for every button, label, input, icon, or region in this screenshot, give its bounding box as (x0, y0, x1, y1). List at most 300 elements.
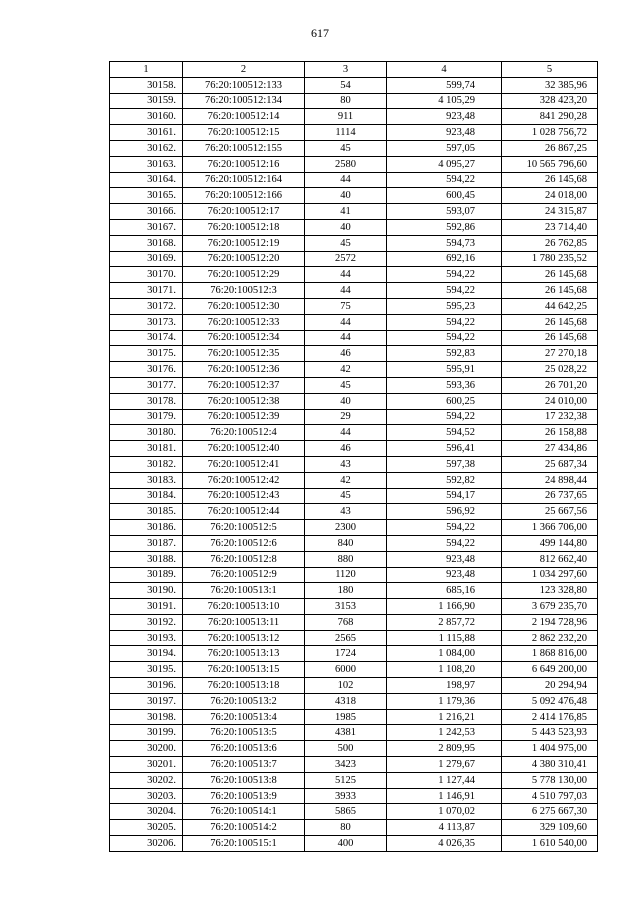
area-cell: 75 (305, 298, 387, 314)
table-row (110, 614, 598, 630)
row-number-cell: 30198. (110, 709, 183, 725)
row-number-cell: 30187. (110, 535, 183, 551)
area-cell: 45 (305, 140, 387, 156)
area-cell: 1114 (305, 125, 387, 141)
rate-cell: 600,45 (387, 188, 502, 204)
area-cell: 42 (305, 362, 387, 378)
cadastral-number-cell: 76:20:100513:9 (183, 788, 305, 804)
cadastral-number-cell: 76:20:100513:12 (183, 630, 305, 646)
cadastral-number-cell: 76:20:100512:17 (183, 204, 305, 220)
table-row (110, 93, 598, 109)
area-cell: 840 (305, 535, 387, 551)
table-row (110, 804, 598, 820)
value-cell: 1 868 816,00 (502, 646, 598, 662)
area-cell: 911 (305, 109, 387, 125)
value-cell: 6 275 667,30 (502, 804, 598, 820)
cadastral-number-cell: 76:20:100513:1 (183, 583, 305, 599)
area-cell: 400 (305, 836, 387, 852)
table-row (110, 156, 598, 172)
table-row (110, 125, 598, 141)
area-cell: 45 (305, 235, 387, 251)
cadastral-number-cell: 76:20:100512:39 (183, 409, 305, 425)
value-cell: 5 092 476,48 (502, 693, 598, 709)
rate-cell: 923,48 (387, 567, 502, 583)
cadastral-number-cell: 76:20:100512:9 (183, 567, 305, 583)
row-number-cell: 30192. (110, 614, 183, 630)
cadastral-number-cell: 76:20:100513:15 (183, 662, 305, 678)
value-cell: 1 366 706,00 (502, 520, 598, 536)
value-cell: 25 028,22 (502, 362, 598, 378)
table-row (110, 488, 598, 504)
rate-cell: 594,22 (387, 267, 502, 283)
table-row (110, 441, 598, 457)
row-number-cell: 30204. (110, 804, 183, 820)
rate-cell: 1 127,44 (387, 772, 502, 788)
row-number-cell: 30177. (110, 377, 183, 393)
area-cell: 5125 (305, 772, 387, 788)
rate-cell: 1 146,91 (387, 788, 502, 804)
rate-cell: 1 279,67 (387, 757, 502, 773)
table-row (110, 235, 598, 251)
rate-cell: 595,91 (387, 362, 502, 378)
rate-cell: 594,22 (387, 535, 502, 551)
rate-cell: 592,83 (387, 346, 502, 362)
table-row (110, 346, 598, 362)
row-number-cell: 30188. (110, 551, 183, 567)
area-cell: 5865 (305, 804, 387, 820)
row-number-cell: 30175. (110, 346, 183, 362)
cadastral-number-cell: 76:20:100512:164 (183, 172, 305, 188)
rate-cell: 600,25 (387, 393, 502, 409)
row-number-cell: 30169. (110, 251, 183, 267)
cadastral-number-cell: 76:20:100513:11 (183, 614, 305, 630)
value-cell: 812 662,40 (502, 551, 598, 567)
cadastral-number-cell: 76:20:100512:40 (183, 441, 305, 457)
cadastral-number-cell: 76:20:100512:5 (183, 520, 305, 536)
cadastral-number-cell: 76:20:100512:166 (183, 188, 305, 204)
column-header: 1 (110, 62, 183, 78)
cadastral-number-cell: 76:20:100513:10 (183, 599, 305, 615)
table-row (110, 599, 598, 615)
value-cell: 20 294,94 (502, 678, 598, 694)
row-number-cell: 30174. (110, 330, 183, 346)
rate-cell: 596,41 (387, 441, 502, 457)
row-number-cell: 30206. (110, 836, 183, 852)
area-cell: 180 (305, 583, 387, 599)
table-row (110, 646, 598, 662)
value-cell: 2 194 728,96 (502, 614, 598, 630)
area-cell: 2580 (305, 156, 387, 172)
value-cell: 25 667,56 (502, 504, 598, 520)
value-cell: 27 434,86 (502, 441, 598, 457)
table-row (110, 314, 598, 330)
area-cell: 44 (305, 283, 387, 299)
cadastral-number-cell: 76:20:100512:36 (183, 362, 305, 378)
area-cell: 4381 (305, 725, 387, 741)
rate-cell: 4 113,87 (387, 820, 502, 836)
rate-cell: 596,92 (387, 504, 502, 520)
column-header: 4 (387, 62, 502, 78)
table-row (110, 504, 598, 520)
cadastral-number-cell: 76:20:100512:14 (183, 109, 305, 125)
area-cell: 44 (305, 267, 387, 283)
table-row (110, 109, 598, 125)
cadastral-number-cell: 76:20:100512:134 (183, 93, 305, 109)
rate-cell: 594,22 (387, 283, 502, 299)
table-row (110, 630, 598, 646)
table-row (110, 267, 598, 283)
value-cell: 44 642,25 (502, 298, 598, 314)
rate-cell: 594,22 (387, 172, 502, 188)
row-number-cell: 30162. (110, 140, 183, 156)
rate-cell: 4 026,35 (387, 836, 502, 852)
cadastral-number-cell: 76:20:100512:18 (183, 219, 305, 235)
rate-cell: 594,22 (387, 409, 502, 425)
table-row (110, 820, 598, 836)
row-number-cell: 30165. (110, 188, 183, 204)
row-number-cell: 30202. (110, 772, 183, 788)
area-cell: 44 (305, 172, 387, 188)
cadastral-number-cell: 76:20:100512:6 (183, 535, 305, 551)
row-number-cell: 30160. (110, 109, 183, 125)
row-number-cell: 30176. (110, 362, 183, 378)
value-cell: 26 701,20 (502, 377, 598, 393)
area-cell: 40 (305, 393, 387, 409)
cadastral-number-cell: 76:20:100512:29 (183, 267, 305, 283)
rate-cell: 594,22 (387, 314, 502, 330)
row-number-cell: 30180. (110, 425, 183, 441)
row-number-cell: 30201. (110, 757, 183, 773)
table-row (110, 678, 598, 694)
area-cell: 80 (305, 93, 387, 109)
rate-cell: 1 108,20 (387, 662, 502, 678)
area-cell: 44 (305, 314, 387, 330)
value-cell: 10 565 796,60 (502, 156, 598, 172)
cadastral-number-cell: 76:20:100512:43 (183, 488, 305, 504)
table-row (110, 77, 598, 93)
row-number-cell: 30195. (110, 662, 183, 678)
row-number-cell: 30194. (110, 646, 183, 662)
rate-cell: 1 242,53 (387, 725, 502, 741)
value-cell: 1 404 975,00 (502, 741, 598, 757)
area-cell: 6000 (305, 662, 387, 678)
table-row (110, 567, 598, 583)
area-cell: 768 (305, 614, 387, 630)
cadastral-number-cell: 76:20:100512:8 (183, 551, 305, 567)
cadastral-number-cell: 76:20:100513:8 (183, 772, 305, 788)
area-cell: 500 (305, 741, 387, 757)
area-cell: 4318 (305, 693, 387, 709)
row-number-cell: 30189. (110, 567, 183, 583)
table-row (110, 251, 598, 267)
table-row (110, 219, 598, 235)
row-number-cell: 30179. (110, 409, 183, 425)
value-cell: 5 778 130,00 (502, 772, 598, 788)
value-cell: 2 862 232,20 (502, 630, 598, 646)
table-row (110, 788, 598, 804)
area-cell: 3153 (305, 599, 387, 615)
cadastral-number-cell: 76:20:100513:4 (183, 709, 305, 725)
table-row (110, 409, 598, 425)
area-cell: 3423 (305, 757, 387, 773)
rate-cell: 597,05 (387, 140, 502, 156)
table-row (110, 725, 598, 741)
table-row (110, 188, 598, 204)
value-cell: 26 158,88 (502, 425, 598, 441)
rate-cell: 2 857,72 (387, 614, 502, 630)
value-cell: 329 109,60 (502, 820, 598, 836)
area-cell: 41 (305, 204, 387, 220)
area-cell: 44 (305, 425, 387, 441)
value-cell: 1 028 756,72 (502, 125, 598, 141)
area-cell: 43 (305, 504, 387, 520)
cadastral-number-cell: 76:20:100512:42 (183, 472, 305, 488)
value-cell: 32 385,96 (502, 77, 598, 93)
value-cell: 4 380 310,41 (502, 757, 598, 773)
table-body (110, 62, 598, 852)
rate-cell: 592,86 (387, 219, 502, 235)
row-number-cell: 30172. (110, 298, 183, 314)
value-cell: 24 315,87 (502, 204, 598, 220)
value-cell: 26 145,68 (502, 172, 598, 188)
row-number-cell: 30205. (110, 820, 183, 836)
value-cell: 4 510 797,03 (502, 788, 598, 804)
area-cell: 1120 (305, 567, 387, 583)
table-header-row (110, 62, 598, 78)
rate-cell: 594,22 (387, 520, 502, 536)
row-number-cell: 30170. (110, 267, 183, 283)
area-cell: 2300 (305, 520, 387, 536)
area-cell: 2565 (305, 630, 387, 646)
area-cell: 880 (305, 551, 387, 567)
value-cell: 26 737,65 (502, 488, 598, 504)
table-row (110, 693, 598, 709)
area-cell: 46 (305, 346, 387, 362)
rate-cell: 597,38 (387, 456, 502, 472)
area-cell: 40 (305, 188, 387, 204)
rate-cell: 692,16 (387, 251, 502, 267)
value-cell: 26 867,25 (502, 140, 598, 156)
cadastral-number-cell: 76:20:100512:4 (183, 425, 305, 441)
cadastral-number-cell: 76:20:100514:2 (183, 820, 305, 836)
row-number-cell: 30182. (110, 456, 183, 472)
rate-cell: 593,07 (387, 204, 502, 220)
cadastral-number-cell: 76:20:100512:15 (183, 125, 305, 141)
cadastral-number-cell: 76:20:100512:35 (183, 346, 305, 362)
row-number-cell: 30186. (110, 520, 183, 536)
value-cell: 1 034 297,60 (502, 567, 598, 583)
value-cell: 5 443 523,93 (502, 725, 598, 741)
row-number-cell: 30158. (110, 77, 183, 93)
rate-cell: 592,82 (387, 472, 502, 488)
row-number-cell: 30196. (110, 678, 183, 694)
table-row (110, 551, 598, 567)
cadastral-number-cell: 76:20:100513:5 (183, 725, 305, 741)
rate-cell: 2 809,95 (387, 741, 502, 757)
rate-cell: 595,23 (387, 298, 502, 314)
cadastral-number-cell: 76:20:100512:20 (183, 251, 305, 267)
rate-cell: 599,74 (387, 77, 502, 93)
rate-cell: 1 084,00 (387, 646, 502, 662)
cadastral-number-cell: 76:20:100515:1 (183, 836, 305, 852)
table-row (110, 330, 598, 346)
row-number-cell: 30193. (110, 630, 183, 646)
table-row (110, 456, 598, 472)
rate-cell: 1 070,02 (387, 804, 502, 820)
row-number-cell: 30161. (110, 125, 183, 141)
rate-cell: 923,48 (387, 551, 502, 567)
rate-cell: 1 115,88 (387, 630, 502, 646)
area-cell: 54 (305, 77, 387, 93)
row-number-cell: 30191. (110, 599, 183, 615)
table-row (110, 377, 598, 393)
table-row (110, 520, 598, 536)
row-number-cell: 30178. (110, 393, 183, 409)
rate-cell: 4 095,27 (387, 156, 502, 172)
rate-cell: 594,22 (387, 330, 502, 346)
table-row (110, 772, 598, 788)
cadastral-number-cell: 76:20:100512:41 (183, 456, 305, 472)
table-row (110, 535, 598, 551)
row-number-cell: 30185. (110, 504, 183, 520)
area-cell: 44 (305, 330, 387, 346)
value-cell: 6 649 200,00 (502, 662, 598, 678)
area-cell: 3933 (305, 788, 387, 804)
cadastral-number-cell: 76:20:100512:44 (183, 504, 305, 520)
table-row (110, 472, 598, 488)
table-row (110, 393, 598, 409)
row-number-cell: 30168. (110, 235, 183, 251)
table-row (110, 583, 598, 599)
value-cell: 24 010,00 (502, 393, 598, 409)
cadastral-number-cell: 76:20:100513:2 (183, 693, 305, 709)
row-number-cell: 30199. (110, 725, 183, 741)
value-cell: 1 610 540,00 (502, 836, 598, 852)
row-number-cell: 30183. (110, 472, 183, 488)
row-number-cell: 30181. (110, 441, 183, 457)
row-number-cell: 30164. (110, 172, 183, 188)
cadastral-number-cell: 76:20:100512:38 (183, 393, 305, 409)
area-cell: 29 (305, 409, 387, 425)
page-number: 617 (311, 26, 329, 40)
area-cell: 80 (305, 820, 387, 836)
table-row (110, 204, 598, 220)
value-cell: 26 145,68 (502, 314, 598, 330)
row-number-cell: 30159. (110, 93, 183, 109)
data-table (109, 61, 598, 852)
table-row (110, 283, 598, 299)
value-cell: 26 762,85 (502, 235, 598, 251)
area-cell: 43 (305, 456, 387, 472)
cadastral-number-cell: 76:20:100512:155 (183, 140, 305, 156)
area-cell: 45 (305, 488, 387, 504)
cadastral-number-cell: 76:20:100512:34 (183, 330, 305, 346)
value-cell: 1 780 235,52 (502, 251, 598, 267)
value-cell: 23 714,40 (502, 219, 598, 235)
value-cell: 2 414 176,85 (502, 709, 598, 725)
value-cell: 841 290,28 (502, 109, 598, 125)
rate-cell: 198,97 (387, 678, 502, 694)
area-cell: 1724 (305, 646, 387, 662)
rate-cell: 594,17 (387, 488, 502, 504)
table-row (110, 836, 598, 852)
value-cell: 328 423,20 (502, 93, 598, 109)
value-cell: 123 328,80 (502, 583, 598, 599)
table-row (110, 362, 598, 378)
table-row (110, 425, 598, 441)
row-number-cell: 30166. (110, 204, 183, 220)
table-row (110, 140, 598, 156)
row-number-cell: 30167. (110, 219, 183, 235)
table-row (110, 172, 598, 188)
cadastral-number-cell: 76:20:100512:3 (183, 283, 305, 299)
rate-cell: 685,16 (387, 583, 502, 599)
column-header: 3 (305, 62, 387, 78)
cadastral-number-cell: 76:20:100512:33 (183, 314, 305, 330)
cadastral-number-cell: 76:20:100513:6 (183, 741, 305, 757)
cadastral-number-cell: 76:20:100513:13 (183, 646, 305, 662)
table-row (110, 298, 598, 314)
column-header: 2 (183, 62, 305, 78)
value-cell: 499 144,80 (502, 535, 598, 551)
cadastral-number-cell: 76:20:100512:19 (183, 235, 305, 251)
value-cell: 25 687,34 (502, 456, 598, 472)
value-cell: 26 145,68 (502, 267, 598, 283)
rate-cell: 4 105,29 (387, 93, 502, 109)
value-cell: 17 232,38 (502, 409, 598, 425)
value-cell: 24 898,44 (502, 472, 598, 488)
cadastral-number-cell: 76:20:100513:7 (183, 757, 305, 773)
row-number-cell: 30184. (110, 488, 183, 504)
cadastral-number-cell: 76:20:100512:30 (183, 298, 305, 314)
row-number-cell: 30171. (110, 283, 183, 299)
rate-cell: 1 166,90 (387, 599, 502, 615)
cadastral-number-cell: 76:20:100514:1 (183, 804, 305, 820)
cadastral-number-cell: 76:20:100513:18 (183, 678, 305, 694)
row-number-cell: 30163. (110, 156, 183, 172)
cadastral-number-cell: 76:20:100512:133 (183, 77, 305, 93)
rate-cell: 923,48 (387, 109, 502, 125)
table-row (110, 662, 598, 678)
cadastral-number-cell: 76:20:100512:16 (183, 156, 305, 172)
table-row (110, 757, 598, 773)
row-number-cell: 30200. (110, 741, 183, 757)
value-cell: 3 679 235,70 (502, 599, 598, 615)
cadastral-number-cell: 76:20:100512:37 (183, 377, 305, 393)
area-cell: 40 (305, 219, 387, 235)
rate-cell: 1 216,21 (387, 709, 502, 725)
value-cell: 26 145,68 (502, 283, 598, 299)
row-number-cell: 30190. (110, 583, 183, 599)
rate-cell: 593,36 (387, 377, 502, 393)
area-cell: 102 (305, 678, 387, 694)
row-number-cell: 30197. (110, 693, 183, 709)
rate-cell: 594,52 (387, 425, 502, 441)
rate-cell: 594,73 (387, 235, 502, 251)
area-cell: 2572 (305, 251, 387, 267)
value-cell: 27 270,18 (502, 346, 598, 362)
value-cell: 24 018,00 (502, 188, 598, 204)
rate-cell: 1 179,36 (387, 693, 502, 709)
table-row (110, 709, 598, 725)
row-number-cell: 30173. (110, 314, 183, 330)
area-cell: 1985 (305, 709, 387, 725)
value-cell: 26 145,68 (502, 330, 598, 346)
area-cell: 46 (305, 441, 387, 457)
area-cell: 42 (305, 472, 387, 488)
area-cell: 45 (305, 377, 387, 393)
rate-cell: 923,48 (387, 125, 502, 141)
